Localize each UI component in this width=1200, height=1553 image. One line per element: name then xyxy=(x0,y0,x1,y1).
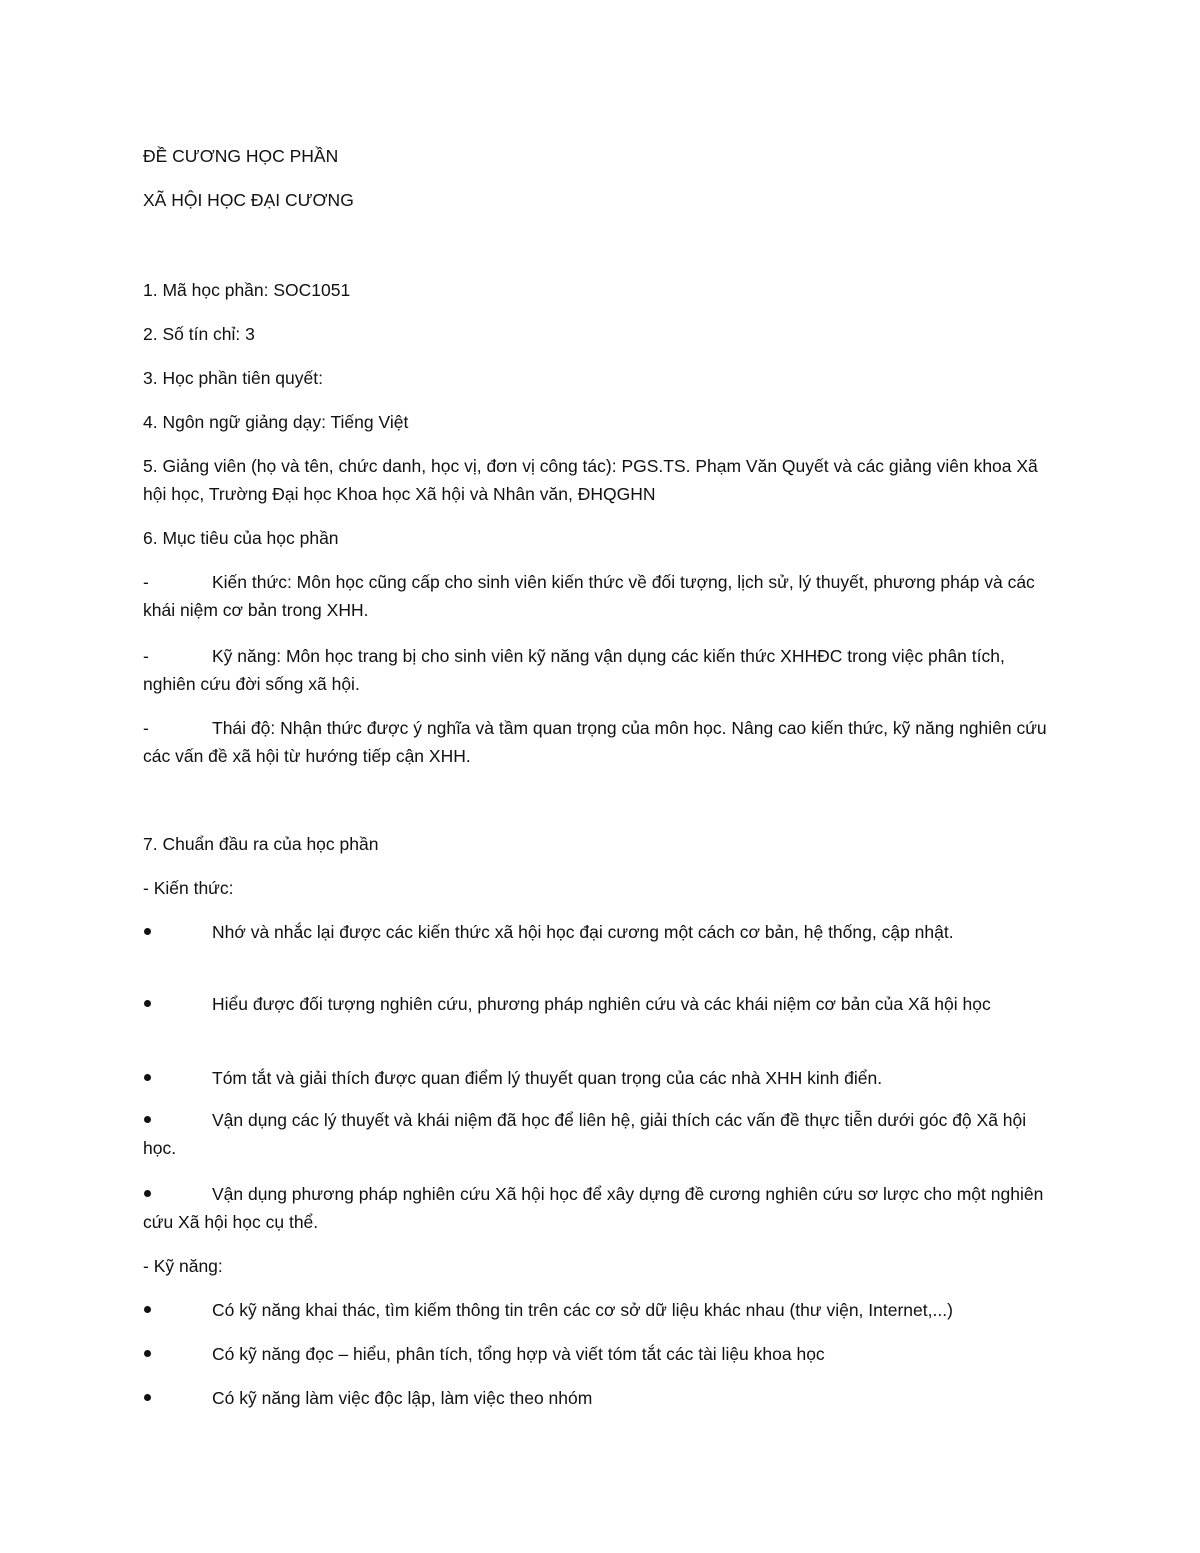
bullet-text: Vận dụng các lý thuyết và khái niệm đã học để liên hệ, giải thích các vấn đề thực tiễn dưới góc độ Xã hội học. xyxy=(143,1110,1027,1158)
bullet-icon xyxy=(144,1116,151,1123)
objective-item xyxy=(143,568,1058,624)
bullet-text: Có kỹ năng khai thác, tìm kiếm thông tin trên các cơ sở dữ liệu khác nhau (thư viện, Internet,...) xyxy=(212,1300,953,1320)
prerequisite: 3. Học phần tiên quyết: xyxy=(143,368,323,388)
bullet-icon xyxy=(144,1190,151,1197)
lecturer-info: 5. Giảng viên (họ và tên, chức danh, học vị, đơn vị công tác): PGS.TS. Phạm Văn Quyết và các giảng viên khoa Xã hội học, Trường Đại học Khoa học Xã hội và Nhân văn, ĐHQGHN xyxy=(143,456,1038,504)
bullet-text: Vận dụng phương pháp nghiên cứu Xã hội học để xây dựng đề cương nghiên cứu sơ lược cho một nghiên cứu Xã hội học cụ thể. xyxy=(143,1184,1044,1232)
objective-text: Kiến thức: Môn học cũng cấp cho sinh viên kiến thức về đối tượng, lịch sử, lý thuyết, phương pháp và các khái niệm cơ bản trong XHH. xyxy=(143,572,1035,620)
teaching-language: 4. Ngôn ngữ giảng dạy: Tiếng Việt xyxy=(143,412,409,432)
knowledge-bullet xyxy=(143,1180,1058,1236)
credit-count: 2. Số tín chỉ: 3 xyxy=(143,324,255,344)
course-code: 1. Mã học phần: SOC1051 xyxy=(143,280,351,300)
bullet-text: Tóm tắt và giải thích được quan điểm lý thuyết quan trọng của các nhà XHH kinh điển. xyxy=(212,1068,883,1088)
bullet-text: Nhớ và nhắc lại được các kiến thức xã hội học đại cương một cách cơ bản, hệ thống, cập nhật. xyxy=(212,922,954,942)
bullet-text: Có kỹ năng làm việc độc lập, làm việc theo nhóm xyxy=(212,1388,593,1408)
bullet-icon xyxy=(144,1306,151,1313)
bullet-icon xyxy=(144,1394,151,1401)
skills-bullet xyxy=(143,1340,1058,1368)
objective-item xyxy=(143,642,1058,698)
objective-text: Kỹ năng: Môn học trang bị cho sinh viên kỹ năng vận dụng các kiến thức XHHĐC trong việc phân tích, nghiên cứu đời sống xã hội. xyxy=(143,646,1005,694)
document-heading: ĐỀ CƯƠNG HỌC PHẦN xyxy=(143,146,339,166)
bullet-icon xyxy=(144,1074,151,1081)
skills-label: - Kỹ năng: xyxy=(143,1256,223,1276)
dash-marker: - xyxy=(143,646,149,666)
knowledge-bullet xyxy=(143,918,1058,946)
skills-bullet xyxy=(143,1384,1058,1412)
outcomes-heading: 7. Chuẩn đầu ra của học phần xyxy=(143,834,379,854)
bullet-text: Hiểu được đối tượng nghiên cứu, phương pháp nghiên cứu và các khái niệm cơ bản của Xã hội học xyxy=(212,994,991,1014)
dash-marker: - xyxy=(143,572,149,592)
bullet-icon xyxy=(144,1000,151,1007)
knowledge-bullet xyxy=(143,1106,1058,1162)
course-title: XÃ HỘI HỌC ĐẠI CƯƠNG xyxy=(143,190,354,210)
skills-bullet xyxy=(143,1296,1058,1324)
bullet-icon xyxy=(144,928,151,935)
knowledge-bullet xyxy=(143,990,1058,1018)
knowledge-label: - Kiến thức: xyxy=(143,878,234,898)
bullet-text: Có kỹ năng đọc – hiểu, phân tích, tổng hợp và viết tóm tắt các tài liệu khoa học xyxy=(212,1344,825,1364)
dash-marker: - xyxy=(143,718,149,738)
objectives-heading: 6. Mục tiêu của học phần xyxy=(143,528,339,548)
knowledge-bullet xyxy=(143,1064,1058,1092)
objective-text: Thái độ: Nhận thức được ý nghĩa và tầm quan trọng của môn học. Nâng cao kiến thức, kỹ năng nghiên cứu các vấn đề xã hội từ hướng tiếp cận XHH. xyxy=(143,718,1047,766)
bullet-icon xyxy=(144,1350,151,1357)
objective-item xyxy=(143,714,1058,770)
